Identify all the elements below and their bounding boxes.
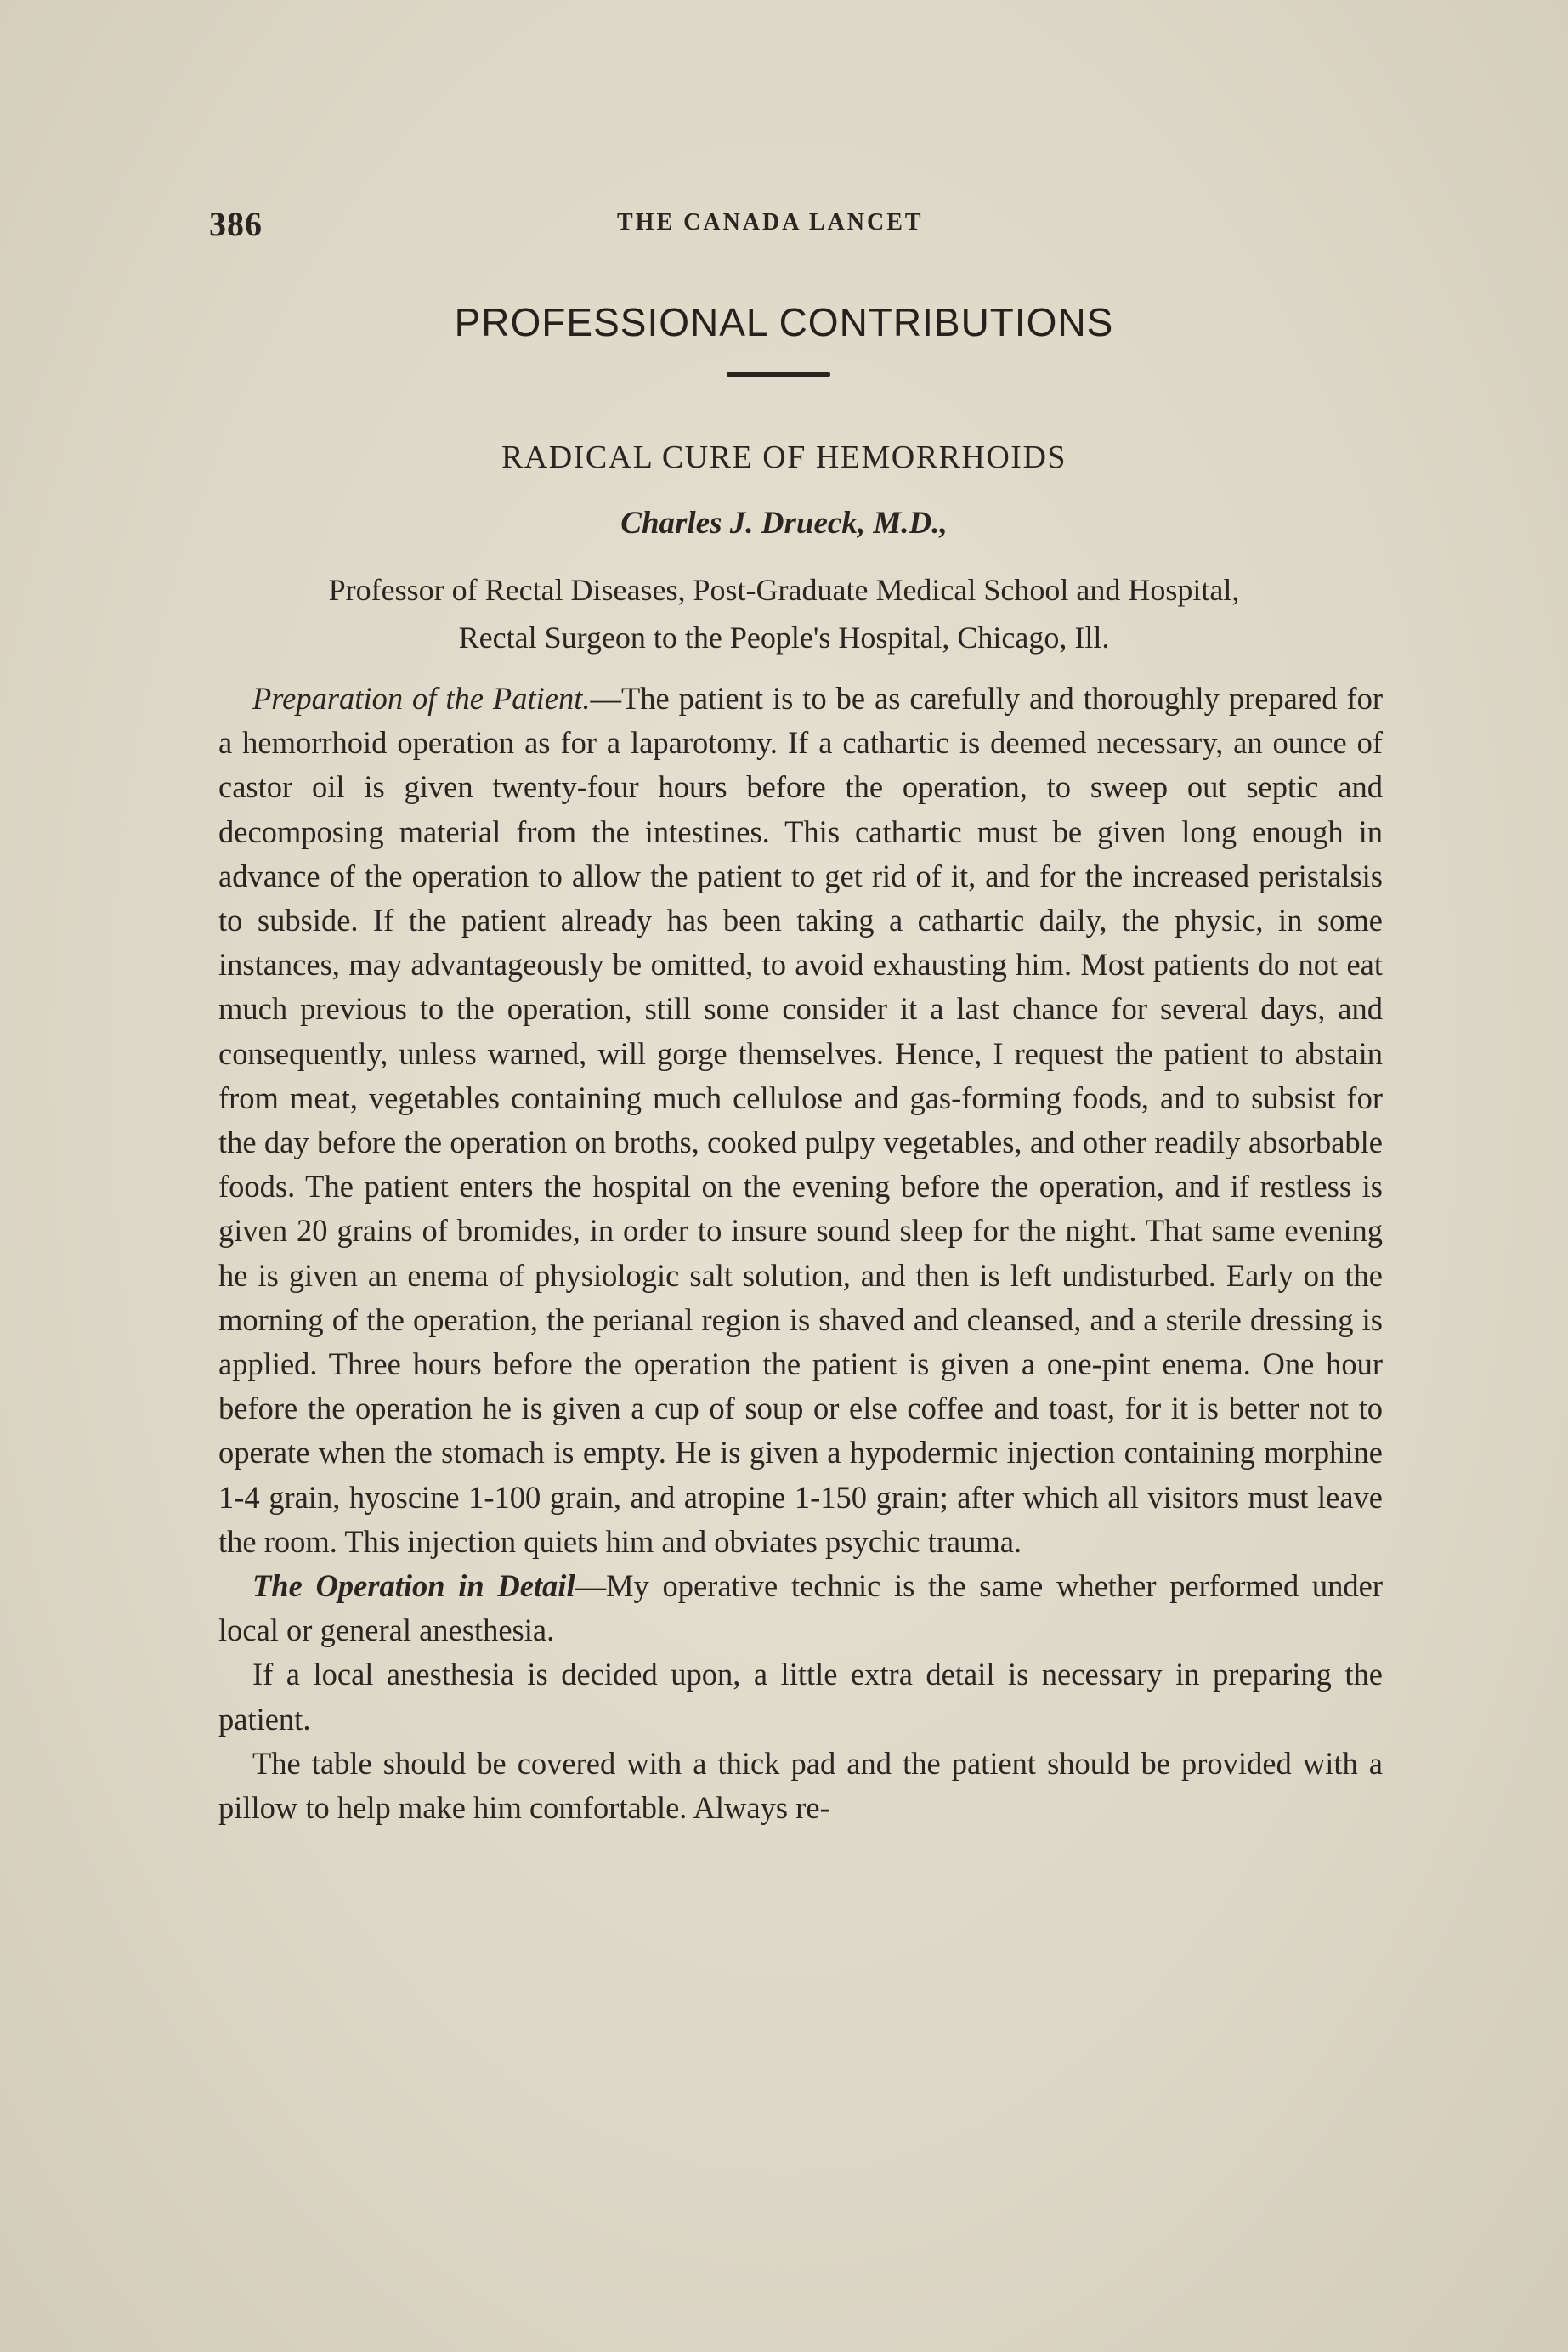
paragraph-text: —The patient is to be as carefully and thoroughly prepared for a hemorrhoid operation as for a laparotomy. If a cathartic is deemed necessary, an ounce of castor oil is given twenty-four hours before the operation, to sweep out septic and decomposing material from the intestines. This cathartic must be given long enough in advance of the operation to allow the patient to get rid of it, and for the increased peristalsis to subside. If the patient already has been taking a cathartic daily, the physic, in some instances, may advantageously be omitted, to avoid exhausting him. Most patients do not eat much previous to the operation, still some consider it a last chance for several days, and consequently, unless warned, will gorge themselves. Hence, I request the patient to abstain from meat, vegetables containing much cellulose and gas-forming foods, and to subsist for the day before the operation on broths, cooked pulpy vegetables, and other readily absorbable foods. The patient enters the hospital on the evening before the operation, and if restless is given 20 grains of bromides, in order to insure sound sleep for the night. That same evening he is given an enema of physiologic salt solution, and then is left undisturbed. Early on the morning of the operation, the perianal region is shaved and cleansed, and a sterile dressing is applied. Three hours before the operation the patient is given a one-pint enema. One hour before the operation he is given a cup of soup or else coffee and toast, for it is better not to operate when the stomach is empty. He is given a hypodermic injection containing morphine 1-4 grain, hyoscine 1-100 grain, and atropine 1-150 grain; after which all visitors must leave the room. This injection quiets him and obviates psychic trauma.: [218, 681, 1384, 1559]
paragraph-text: —My operative technic is the same whether performed under local or general anesthesia.: [218, 1568, 1383, 1648]
run-in-heading-preparation: Preparation of the Patient.: [252, 681, 591, 716]
section-heading: PROFESSIONAL CONTRIBUTIONS: [454, 300, 1114, 344]
running-head: [209, 204, 1390, 247]
article-body: [218, 677, 1383, 1830]
article-title: RADICAL CURE OF HEMORRHOIDS: [501, 439, 1067, 475]
run-in-heading-operation: The Operation in Detail: [252, 1568, 575, 1604]
page-number: 386: [209, 205, 263, 243]
paragraph-local-anesthesia: If a local anesthesia is decided upon, a little extra detail is necessary in preparing the patient.: [218, 1657, 1383, 1737]
author-affiliation: [170, 566, 1398, 661]
paragraph-table: The table should be covered with a thick pad and the patient should be provided with a pillow to help make him comfortable. Always re-: [218, 1745, 1383, 1826]
article-author: Charles J. Drueck, M.D.,: [620, 506, 948, 541]
affiliation-line-1: Professor of Rectal Diseases, Post-Graduate Medical School and Hospital,: [328, 573, 1240, 607]
journal-title: THE CANADA LANCET: [617, 209, 924, 235]
paragraph-preparation: [218, 677, 1383, 1564]
affiliation-line-2: Rectal Surgeon to the People's Hospital, Chicago, Ill.: [458, 621, 1110, 655]
paragraph-operation: [218, 1564, 1383, 1652]
heading-divider: [727, 372, 830, 377]
